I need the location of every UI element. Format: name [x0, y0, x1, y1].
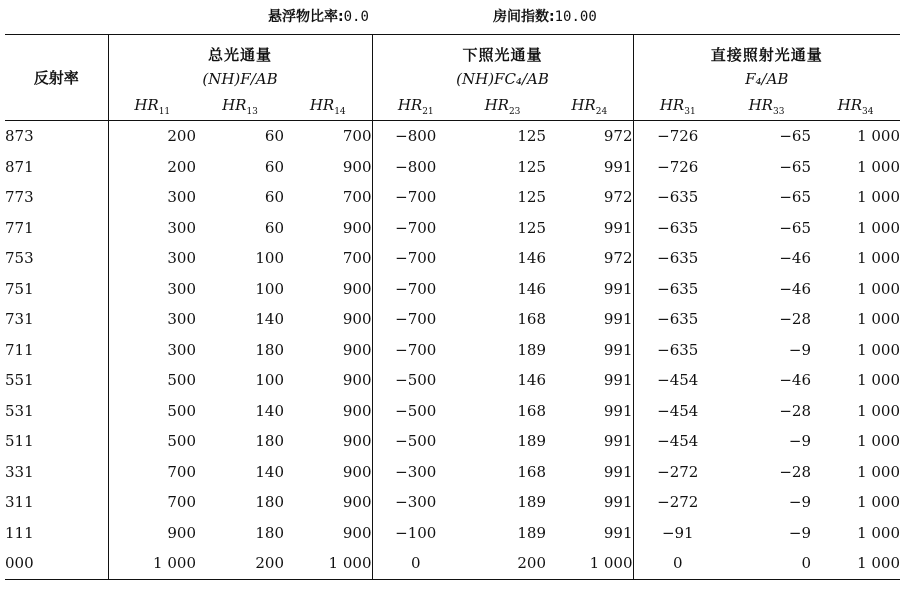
value-cell: 180: [255, 432, 284, 451]
value-cell: −9: [788, 340, 812, 359]
value-cell: −800: [395, 157, 437, 176]
value-cell: 189: [517, 340, 546, 359]
value-cell: −500: [395, 401, 437, 420]
value-cell: 1 000: [857, 188, 900, 207]
group-title-total-flux: 总光通量: [108, 35, 372, 66]
value-cell: −726: [657, 127, 699, 146]
value-cell: 1 000: [857, 523, 900, 542]
value-cell: −726: [657, 157, 699, 176]
value-cell: 700: [284, 243, 372, 274]
column-header-subscript: 31: [684, 106, 696, 117]
table-row: [5, 487, 900, 518]
value-cell: −272: [657, 462, 699, 481]
reflectance-cell: 531: [5, 396, 108, 427]
value-cell: 200: [517, 554, 546, 573]
value-cell: 60: [264, 188, 284, 207]
value-cell: 700: [284, 121, 372, 152]
column-header-hr14: [284, 92, 372, 121]
value-cell: 991: [546, 487, 633, 518]
value-cell: 1 000: [857, 493, 900, 512]
column-header-subscript: 33: [772, 106, 785, 117]
value-cell: −800: [395, 127, 437, 146]
value-cell: 180: [255, 523, 284, 542]
value-cell: 146: [517, 249, 546, 268]
value-cell: 700: [284, 182, 372, 213]
column-header-base: HR: [748, 95, 773, 114]
column-header-subscript: 14: [334, 106, 346, 117]
column-header-base: HR: [134, 95, 159, 114]
column-header-hr24: [546, 92, 633, 121]
value-cell: −700: [395, 310, 437, 329]
value-cell: 1 000: [857, 340, 900, 359]
value-cell: 1 000: [857, 462, 900, 481]
value-cell: −46: [779, 249, 812, 268]
value-cell: 1 000: [857, 401, 900, 420]
value-cell: 60: [264, 127, 284, 146]
group-title-direct-flux: 直接照射光通量: [710, 46, 823, 64]
value-cell: 300: [167, 279, 196, 298]
value-cell: 168: [517, 310, 546, 329]
value-cell: −700: [395, 249, 437, 268]
value-cell: 300: [167, 249, 196, 268]
reflectance-cell: 773: [5, 182, 108, 213]
value-cell: 500: [167, 401, 196, 420]
value-cell: 1 000: [857, 279, 900, 298]
table-row: [5, 121, 900, 152]
table-caption: [0, 6, 900, 28]
reflectance-cell: 551: [5, 365, 108, 396]
value-cell: 168: [517, 462, 546, 481]
value-cell: 200: [255, 554, 284, 573]
value-cell: 700: [167, 493, 196, 512]
value-cell: −65: [779, 188, 812, 207]
value-cell: 1 000: [857, 249, 900, 268]
reflectance-cell: 751: [5, 274, 108, 305]
value-cell: 125: [517, 218, 546, 237]
column-header-hr33: [722, 92, 811, 121]
value-cell: −100: [395, 523, 437, 542]
value-cell: 500: [167, 432, 196, 451]
value-cell: 991: [546, 396, 633, 427]
room-index-value: 10.00: [554, 9, 597, 25]
value-cell: −91: [661, 523, 694, 542]
value-cell: 140: [255, 462, 284, 481]
value-cell: 900: [284, 213, 372, 244]
value-cell: 300: [167, 310, 196, 329]
value-cell: 146: [517, 279, 546, 298]
value-cell: 60: [264, 157, 284, 176]
group-formula-downward-flux: (NH)FC₄/AB: [372, 65, 633, 92]
value-cell: 1 000: [857, 371, 900, 390]
value-cell: 0: [801, 554, 812, 573]
table-row: [5, 335, 900, 366]
table-row: [5, 213, 900, 244]
reflectance-cell: 311: [5, 487, 108, 518]
value-cell: 991: [546, 426, 633, 457]
value-cell: −65: [779, 157, 812, 176]
value-cell: 0: [672, 554, 683, 573]
reflectance-header: 反射率: [5, 35, 108, 121]
column-header-base: HR: [222, 95, 247, 114]
value-cell: −46: [779, 279, 812, 298]
value-cell: 100: [255, 371, 284, 390]
value-cell: 900: [284, 274, 372, 305]
value-cell: −500: [395, 432, 437, 451]
value-cell: 189: [517, 432, 546, 451]
value-cell: 200: [167, 127, 196, 146]
value-cell: 900: [284, 152, 372, 183]
reflectance-cell: 873: [5, 121, 108, 152]
reflectance-cell: 000: [5, 548, 108, 579]
reflectance-cell: 871: [5, 152, 108, 183]
value-cell: −9: [788, 493, 812, 512]
value-cell: 1 000: [857, 310, 900, 329]
value-cell: −9: [788, 432, 812, 451]
value-cell: 991: [546, 457, 633, 488]
ratio-label: 悬浮物比率:: [268, 9, 344, 25]
value-cell: −635: [657, 340, 699, 359]
value-cell: 125: [517, 188, 546, 207]
table-row: [5, 365, 900, 396]
value-cell: 60: [264, 218, 284, 237]
column-header-base: HR: [659, 95, 685, 114]
value-cell: 991: [546, 335, 633, 366]
value-cell: 300: [167, 188, 196, 207]
reflectance-cell: 711: [5, 335, 108, 366]
value-cell: −700: [395, 279, 437, 298]
value-cell: −635: [657, 188, 699, 207]
column-header-subscript: 13: [246, 106, 258, 117]
value-cell: −454: [657, 371, 699, 390]
value-cell: 125: [517, 127, 546, 146]
value-cell: 1 000: [857, 157, 900, 176]
value-cell: −65: [779, 218, 812, 237]
column-header-hr11: [108, 92, 196, 121]
reflectance-cell: 331: [5, 457, 108, 488]
value-cell: 100: [255, 249, 284, 268]
reflectance-cell: 753: [5, 243, 108, 274]
value-cell: 168: [517, 401, 546, 420]
value-cell: 1 000: [857, 554, 900, 573]
value-cell: 972: [546, 243, 633, 274]
table-row: [5, 426, 900, 457]
value-cell: −635: [657, 279, 699, 298]
value-cell: 1 000: [284, 548, 372, 579]
value-cell: 700: [167, 462, 196, 481]
table-row: [5, 304, 900, 335]
value-cell: 1 000: [857, 432, 900, 451]
value-cell: 140: [255, 401, 284, 420]
value-cell: 972: [546, 121, 633, 152]
value-cell: 900: [284, 335, 372, 366]
value-cell: 991: [546, 365, 633, 396]
value-cell: 900: [284, 518, 372, 549]
column-header-subscript: 11: [158, 106, 171, 117]
table-row: [5, 152, 900, 183]
table-row: [5, 396, 900, 427]
reflectance-cell: 511: [5, 426, 108, 457]
value-cell: −454: [657, 401, 699, 420]
column-header-hr34: [811, 92, 900, 121]
column-header-subscript: 23: [508, 106, 521, 117]
value-cell: −700: [395, 218, 437, 237]
column-header-subscript: 24: [595, 106, 608, 117]
room-index: [493, 6, 597, 26]
value-cell: 1 000: [857, 127, 900, 146]
reflectance-cell: 731: [5, 304, 108, 335]
value-cell: −700: [395, 340, 437, 359]
group-formula-direct-flux: F₄/AB: [745, 69, 789, 88]
value-cell: 300: [167, 340, 196, 359]
value-cell: 180: [255, 493, 284, 512]
table-row: [5, 274, 900, 305]
value-cell: 200: [167, 157, 196, 176]
table-row: [5, 457, 900, 488]
column-header-hr13: [196, 92, 284, 121]
value-cell: 900: [284, 365, 372, 396]
table-row: [5, 182, 900, 213]
value-cell: 189: [517, 523, 546, 542]
value-cell: 900: [167, 523, 196, 542]
reflectance-cell: 111: [5, 518, 108, 549]
table-row: [5, 548, 900, 579]
value-cell: 900: [284, 396, 372, 427]
value-cell: −300: [395, 493, 437, 512]
column-header-base: HR: [571, 95, 596, 114]
value-cell: 140: [255, 310, 284, 329]
value-cell: 500: [167, 371, 196, 390]
value-cell: 991: [546, 274, 633, 305]
value-cell: 991: [546, 518, 633, 549]
value-cell: 900: [284, 304, 372, 335]
value-cell: −454: [657, 432, 699, 451]
column-header-subscript: 34: [861, 106, 874, 117]
value-cell: 125: [517, 157, 546, 176]
value-cell: 1 000: [153, 554, 196, 573]
table-body: [5, 121, 900, 580]
suspended-matter-ratio: [268, 6, 369, 26]
value-cell: −28: [779, 401, 812, 420]
ratio-value: 0.0: [343, 9, 369, 25]
value-cell: 900: [284, 457, 372, 488]
column-header-base: HR: [309, 95, 335, 114]
value-cell: 1 000: [857, 218, 900, 237]
value-cell: 100: [255, 279, 284, 298]
value-cell: −635: [657, 249, 699, 268]
value-cell: −500: [395, 371, 437, 390]
value-cell: 900: [284, 487, 372, 518]
value-cell: 991: [546, 304, 633, 335]
value-cell: −272: [657, 493, 699, 512]
reflectance-cell: 771: [5, 213, 108, 244]
value-cell: 991: [546, 152, 633, 183]
group-title-downward-flux: 下照光通量: [372, 35, 633, 66]
value-cell: −28: [779, 310, 812, 329]
column-header-hr31: [633, 92, 722, 121]
column-header-subscript: 21: [422, 106, 434, 117]
value-cell: 900: [284, 426, 372, 457]
value-cell: 189: [517, 493, 546, 512]
value-cell: −300: [395, 462, 437, 481]
table-row: [5, 518, 900, 549]
group-formula-total-flux: (NH)F/AB: [108, 65, 372, 92]
column-header-base: HR: [484, 95, 509, 114]
value-cell: −46: [779, 371, 812, 390]
value-cell: 180: [255, 340, 284, 359]
value-cell: −65: [779, 127, 812, 146]
column-header-base: HR: [397, 95, 423, 114]
value-cell: 0: [410, 554, 421, 573]
table-row: [5, 243, 900, 274]
value-cell: 146: [517, 371, 546, 390]
room-index-label: 房间指数:: [493, 9, 555, 25]
value-cell: 1 000: [546, 548, 633, 579]
value-cell: −28: [779, 462, 812, 481]
column-header-hr23: [459, 92, 546, 121]
value-cell: 300: [167, 218, 196, 237]
value-cell: 972: [546, 182, 633, 213]
subheader-row: [5, 92, 900, 121]
value-cell: −9: [788, 523, 812, 542]
value-cell: −635: [657, 310, 699, 329]
value-cell: −635: [657, 218, 699, 237]
value-cell: 991: [546, 213, 633, 244]
flux-table: [5, 34, 900, 580]
value-cell: −700: [395, 188, 437, 207]
column-header-hr21: [372, 92, 459, 121]
column-header-base: HR: [837, 95, 862, 114]
